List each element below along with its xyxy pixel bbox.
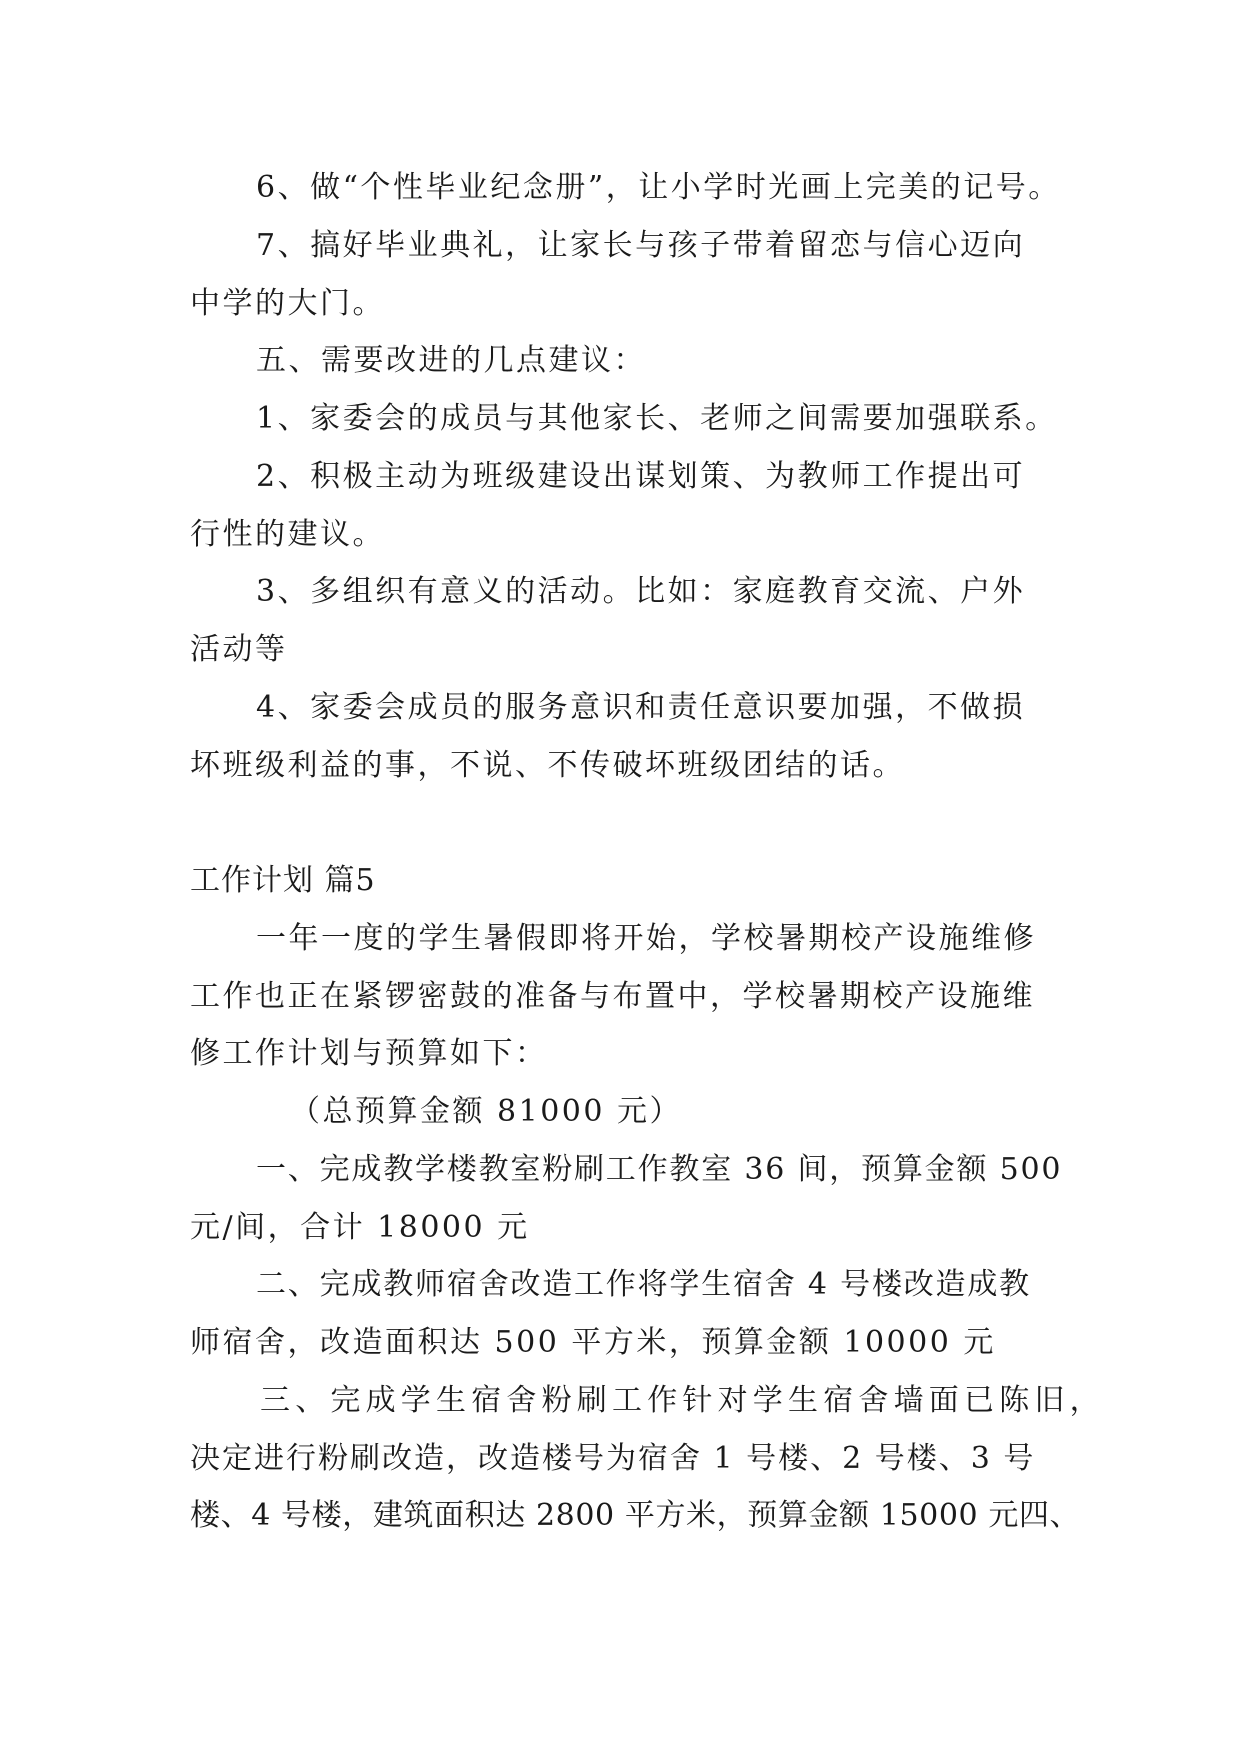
paragraph-line: 坏班级利益的事，不说、不传破坏班级团结的话。 [190,748,905,783]
paragraph-line: 4、家委会成员的服务意识和责任意识要加强，不做损 [256,690,1026,725]
paragraph-line: 一年一度的学生暑假即将开始，学校暑期校产设施维修 [256,921,1036,956]
paragraph-line: 师宿舍，改造面积达 500 平方米，预算金额 10000 元 [190,1325,996,1360]
paragraph-line: 行性的建议。 [190,517,385,552]
paragraph-line: 中学的大门。 [190,286,385,321]
paragraph-line: （总预算金额 81000 元） [290,1094,683,1129]
paragraph-line: 楼、4 号楼，建筑面积达 2800 平方米，预算金额 15000 元四、 [190,1498,1081,1533]
section-heading: 五、需要改进的几点建议： [256,343,646,378]
paragraph-line: 元/间，合计 18000 元 [190,1210,530,1245]
paragraph-line: 工作也正在紧锣密鼓的准备与布置中，学校暑期校产设施维 [190,979,1035,1014]
paragraph-line: 6、做“个性毕业纪念册”，让小学时光画上完美的记号。 [256,170,1061,205]
paragraph-line: 7、搞好毕业典礼，让家长与孩子带着留恋与信心迈向 [256,228,1026,263]
paragraph-line: 三、完成学生宿舍粉刷工作针对学生宿舍墙面已陈旧， [260,1383,1105,1418]
section-title: 工作计划 篇5 [190,863,376,898]
paragraph-line: 活动等 [190,632,288,667]
paragraph-line: 3、多组织有意义的活动。比如：家庭教育交流、户外 [256,574,1026,609]
paragraph-line: 2、积极主动为班级建设出谋划策、为教师工作提出可 [256,459,1026,494]
paragraph-line: 1、家委会的成员与其他家长、老师之间需要加强联系。 [256,401,1058,436]
paragraph-line: 决定进行粉刷改造，改造楼号为宿舍 1 号楼、2 号楼、3 号 [190,1441,1036,1476]
paragraph-line: 一、完成教学楼教室粉刷工作教室 36 间，预算金额 500 [256,1152,1063,1187]
paragraph-line: 修工作计划与预算如下： [190,1036,548,1071]
paragraph-line: 二、完成教师宿舍改造工作将学生宿舍 4 号楼改造成教 [256,1267,1031,1302]
